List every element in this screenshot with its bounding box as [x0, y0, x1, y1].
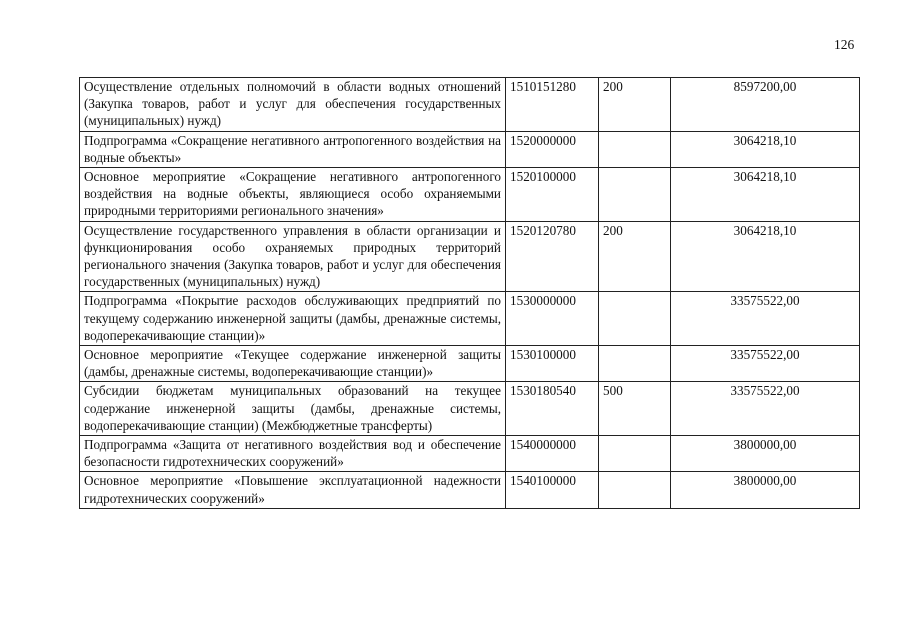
- row-expense-type: [599, 436, 671, 472]
- row-code: 1520000000: [506, 131, 599, 167]
- row-expense-type: [599, 346, 671, 382]
- row-code: 1530100000: [506, 346, 599, 382]
- row-name: Подпрограмма «Покрытие расходов обслуживающих предприятий по текущему содержанию инженерной защиты (дамбы, дренажные системы, водоперекачивающие станции)»: [80, 292, 506, 346]
- row-name: Основное мероприятие «Сокращение негативного антропогенного воздействия на водные объекты, являющиеся особо охраняемыми природными территориями регионального значения»: [80, 168, 506, 222]
- table-row: [80, 346, 860, 382]
- row-name: Субсидии бюджетам муниципальных образований на текущее содержание инженерной защиты (дамбы, дренажные системы, водоперекачивающие станции) (Межбюджетные трансферты): [80, 382, 506, 436]
- row-sum: 8597200,00: [671, 78, 860, 132]
- row-sum: 3800000,00: [671, 472, 860, 508]
- row-name: Подпрограмма «Сокращение негативного антропогенного воздействия на водные объекты»: [80, 131, 506, 167]
- row-code: 1530000000: [506, 292, 599, 346]
- row-sum: 3800000,00: [671, 436, 860, 472]
- row-code: 1520100000: [506, 168, 599, 222]
- row-expense-type: 200: [599, 221, 671, 292]
- row-sum: 3064218,10: [671, 131, 860, 167]
- row-name: Осуществление отдельных полномочий в области водных отношений (Закупка товаров, работ и услуг для обеспечения государственных (муниципальных) нужд): [80, 78, 506, 132]
- row-name: Подпрограмма «Защита от негативного воздействия вод и обеспечение безопасности гидротехнических сооружений»: [80, 436, 506, 472]
- table-row: [80, 292, 860, 346]
- row-name: Основное мероприятие «Текущее содержание инженерной защиты (дамбы, дренажные системы, водоперекачивающие станции)»: [80, 346, 506, 382]
- table-row: [80, 382, 860, 436]
- row-code: 1540100000: [506, 472, 599, 508]
- table-row: [80, 221, 860, 292]
- row-expense-type: 200: [599, 78, 671, 132]
- row-expense-type: [599, 292, 671, 346]
- table-row: [80, 131, 860, 167]
- row-sum: 33575522,00: [671, 382, 860, 436]
- row-code: 1540000000: [506, 436, 599, 472]
- row-sum: 3064218,10: [671, 168, 860, 222]
- table-row: [80, 168, 860, 222]
- row-sum: 33575522,00: [671, 346, 860, 382]
- row-sum: 3064218,10: [671, 221, 860, 292]
- row-expense-type: 500: [599, 382, 671, 436]
- page-number: 126: [834, 37, 855, 52]
- row-expense-type: [599, 168, 671, 222]
- table-row: [80, 472, 860, 508]
- row-code: 1520120780: [506, 221, 599, 292]
- row-code: 1530180540: [506, 382, 599, 436]
- row-code: 1510151280: [506, 78, 599, 132]
- table-row: [80, 78, 860, 132]
- row-name: Осуществление государственного управления в области организации и функционирования особо охраняемых природных территорий регионального значения (Закупка товаров, работ и услуг для обеспечения государственных (муниципальных) нужд): [80, 221, 506, 292]
- row-name: Основное мероприятие «Повышение эксплуатационной надежности гидротехнических сооружений»: [80, 472, 506, 508]
- budget-table: [79, 77, 860, 509]
- row-expense-type: [599, 472, 671, 508]
- row-sum: 33575522,00: [671, 292, 860, 346]
- row-expense-type: [599, 131, 671, 167]
- table-row: [80, 436, 860, 472]
